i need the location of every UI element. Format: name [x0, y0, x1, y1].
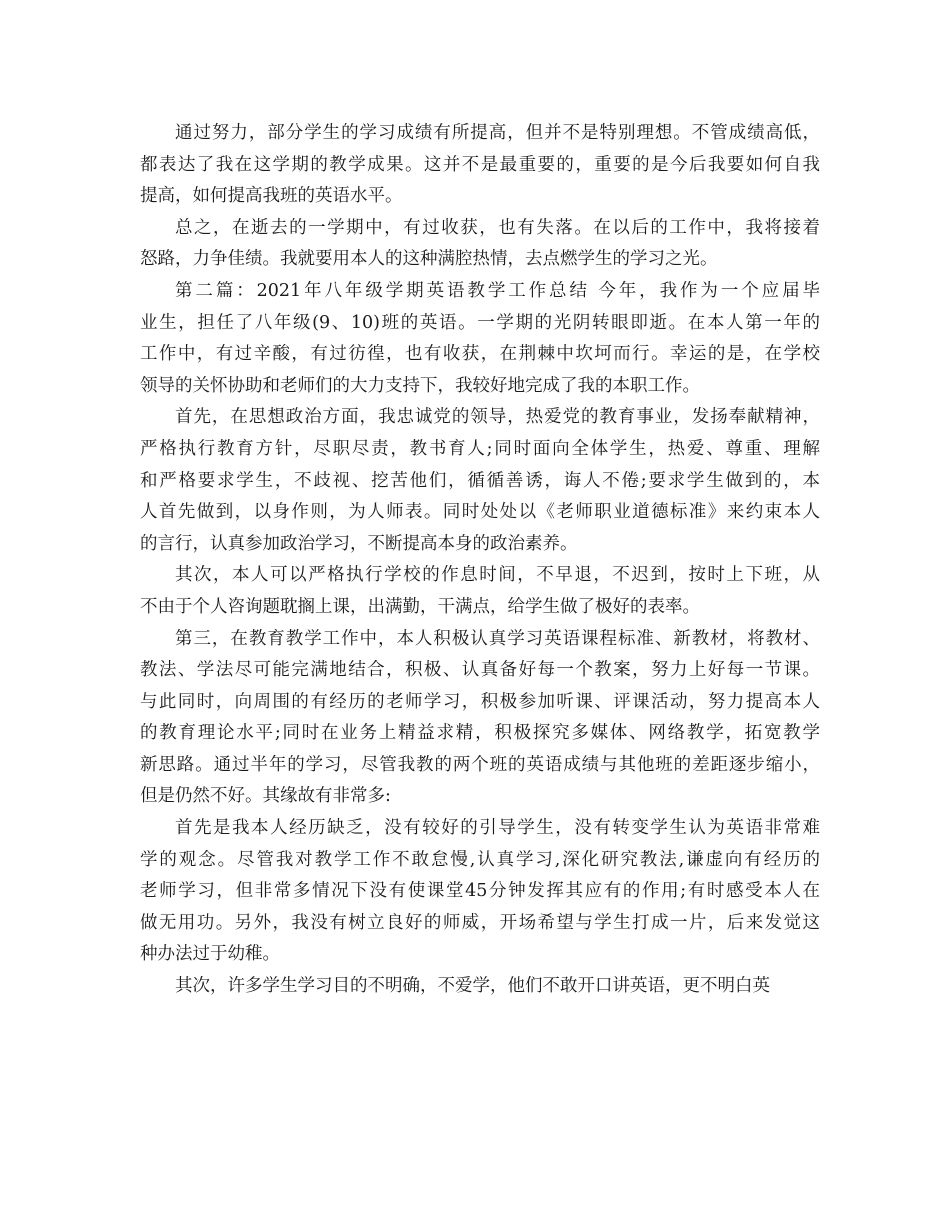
- paragraph: [140, 624, 820, 814]
- text-line: 与此同时，向周围的有经历的老师学习，积极参加听课、评课活动，努力提高本人: [140, 691, 820, 712]
- text-line: 但是仍然不好。其缘故有非常多:: [140, 786, 391, 807]
- text-line: 种办法过于幼稚。: [140, 944, 280, 965]
- text-line: 的言行，认真参加政治学习，不断提高本身的政治素养。: [140, 533, 578, 554]
- text-line: 不由于个人咨询题耽搁上课，出满勤，干满点，给学生做了极好的表率。: [140, 596, 700, 617]
- paragraph: [140, 213, 820, 276]
- text-line: 严格执行教育方针，尽职尽责，教书育人;同时面向全体学生，热爱、尊重、理解: [140, 438, 820, 459]
- document-body: [140, 118, 820, 1003]
- paragraph: [140, 276, 820, 402]
- text-line: 和严格要求学生，不歧视、挖苦他们，循循善诱，诲人不倦;要求学生做到的，本: [140, 470, 820, 491]
- text-line: 通过努力，部分学生的学习成绩有所提高，但并不是特别理想。不管成绩高低，: [175, 123, 820, 143]
- paragraph: [140, 118, 820, 213]
- text-line: 学的观念。尽管我对教学工作不敢怠慢,认真学习,深化研究教法,谦虚向有经历的: [140, 849, 820, 870]
- paragraph: [140, 560, 820, 623]
- paragraph: [140, 971, 820, 1003]
- text-line: 都表达了我在这学期的教学成果。这并不是最重要的，重要的是今后我要如何自我: [140, 154, 820, 175]
- paragraph: [140, 402, 820, 560]
- text-line: 首先，在思想政治方面，我忠诚党的领导，热爱党的教育事业，发扬奉献精神，: [175, 407, 820, 428]
- paragraph: [140, 813, 820, 971]
- text-line: 做无用功。另外，我没有树立良好的师威，开场希望与学生打成一片，后来发觉这: [140, 912, 820, 933]
- text-line: 怒路，力争佳绩。我就要用本人的这种满腔热情，去点燃学生的学习之光。: [140, 249, 718, 270]
- text-line: 新思路。通过半年的学习，尽管我教的两个班的英语成绩与其他班的差距逐步缩小，: [140, 754, 820, 775]
- text-line: 提高，如何提高我班的英语水平。: [140, 186, 403, 207]
- text-line: 第三，在教育教学工作中，本人积极认真学习英语课程标准、新教材，将教材、: [175, 628, 820, 649]
- text-line: 老师学习，但非常多情况下没有使课堂45分钟发挥其应有的作用;有时感受本人在: [140, 881, 820, 902]
- text-line: 人首先做到，以身作则，为人师表。同时处处以《老师职业道德标准》来约束本人: [140, 502, 820, 523]
- text-line: 业生，担任了八年级(9、10)班的英语。一学期的光阴转眼即逝。在本人第一年的: [140, 312, 820, 333]
- text-line: 工作中，有过辛酸，有过彷徨，也有收获，在荆棘中坎坷而行。幸运的是，在学校: [140, 344, 820, 365]
- text-line: 其次，许多学生学习目的不明确，不爱学，他们不敢开口讲英语，更不明白英: [175, 976, 770, 997]
- text-line: 其次，本人可以严格执行学校的作息时间，不早退，不迟到，按时上下班，从: [175, 565, 820, 586]
- text-line: 首先是我本人经历缺乏，没有较好的引导学生，没有转变学生认为英语非常难: [175, 818, 820, 839]
- text-line: 第二篇：2021年八年级学期英语教学工作总结 今年，我作为一个应届毕: [175, 280, 820, 301]
- text-line: 总之，在逝去的一学期中，有过收获，也有失落。在以后的工作中，我将接着: [175, 217, 820, 238]
- text-line: 教法、学法尽可能完满地结合，积极、认真备好每一个教案，努力上好每一节课。: [140, 660, 820, 681]
- text-line: 领导的关怀协助和老师们的大力支持下，我较好地完成了我的本职工作。: [140, 375, 700, 396]
- text-line: 的教育理论水平;同时在业务上精益求精，积极探究多媒体、网络教学，拓宽教学: [140, 723, 820, 744]
